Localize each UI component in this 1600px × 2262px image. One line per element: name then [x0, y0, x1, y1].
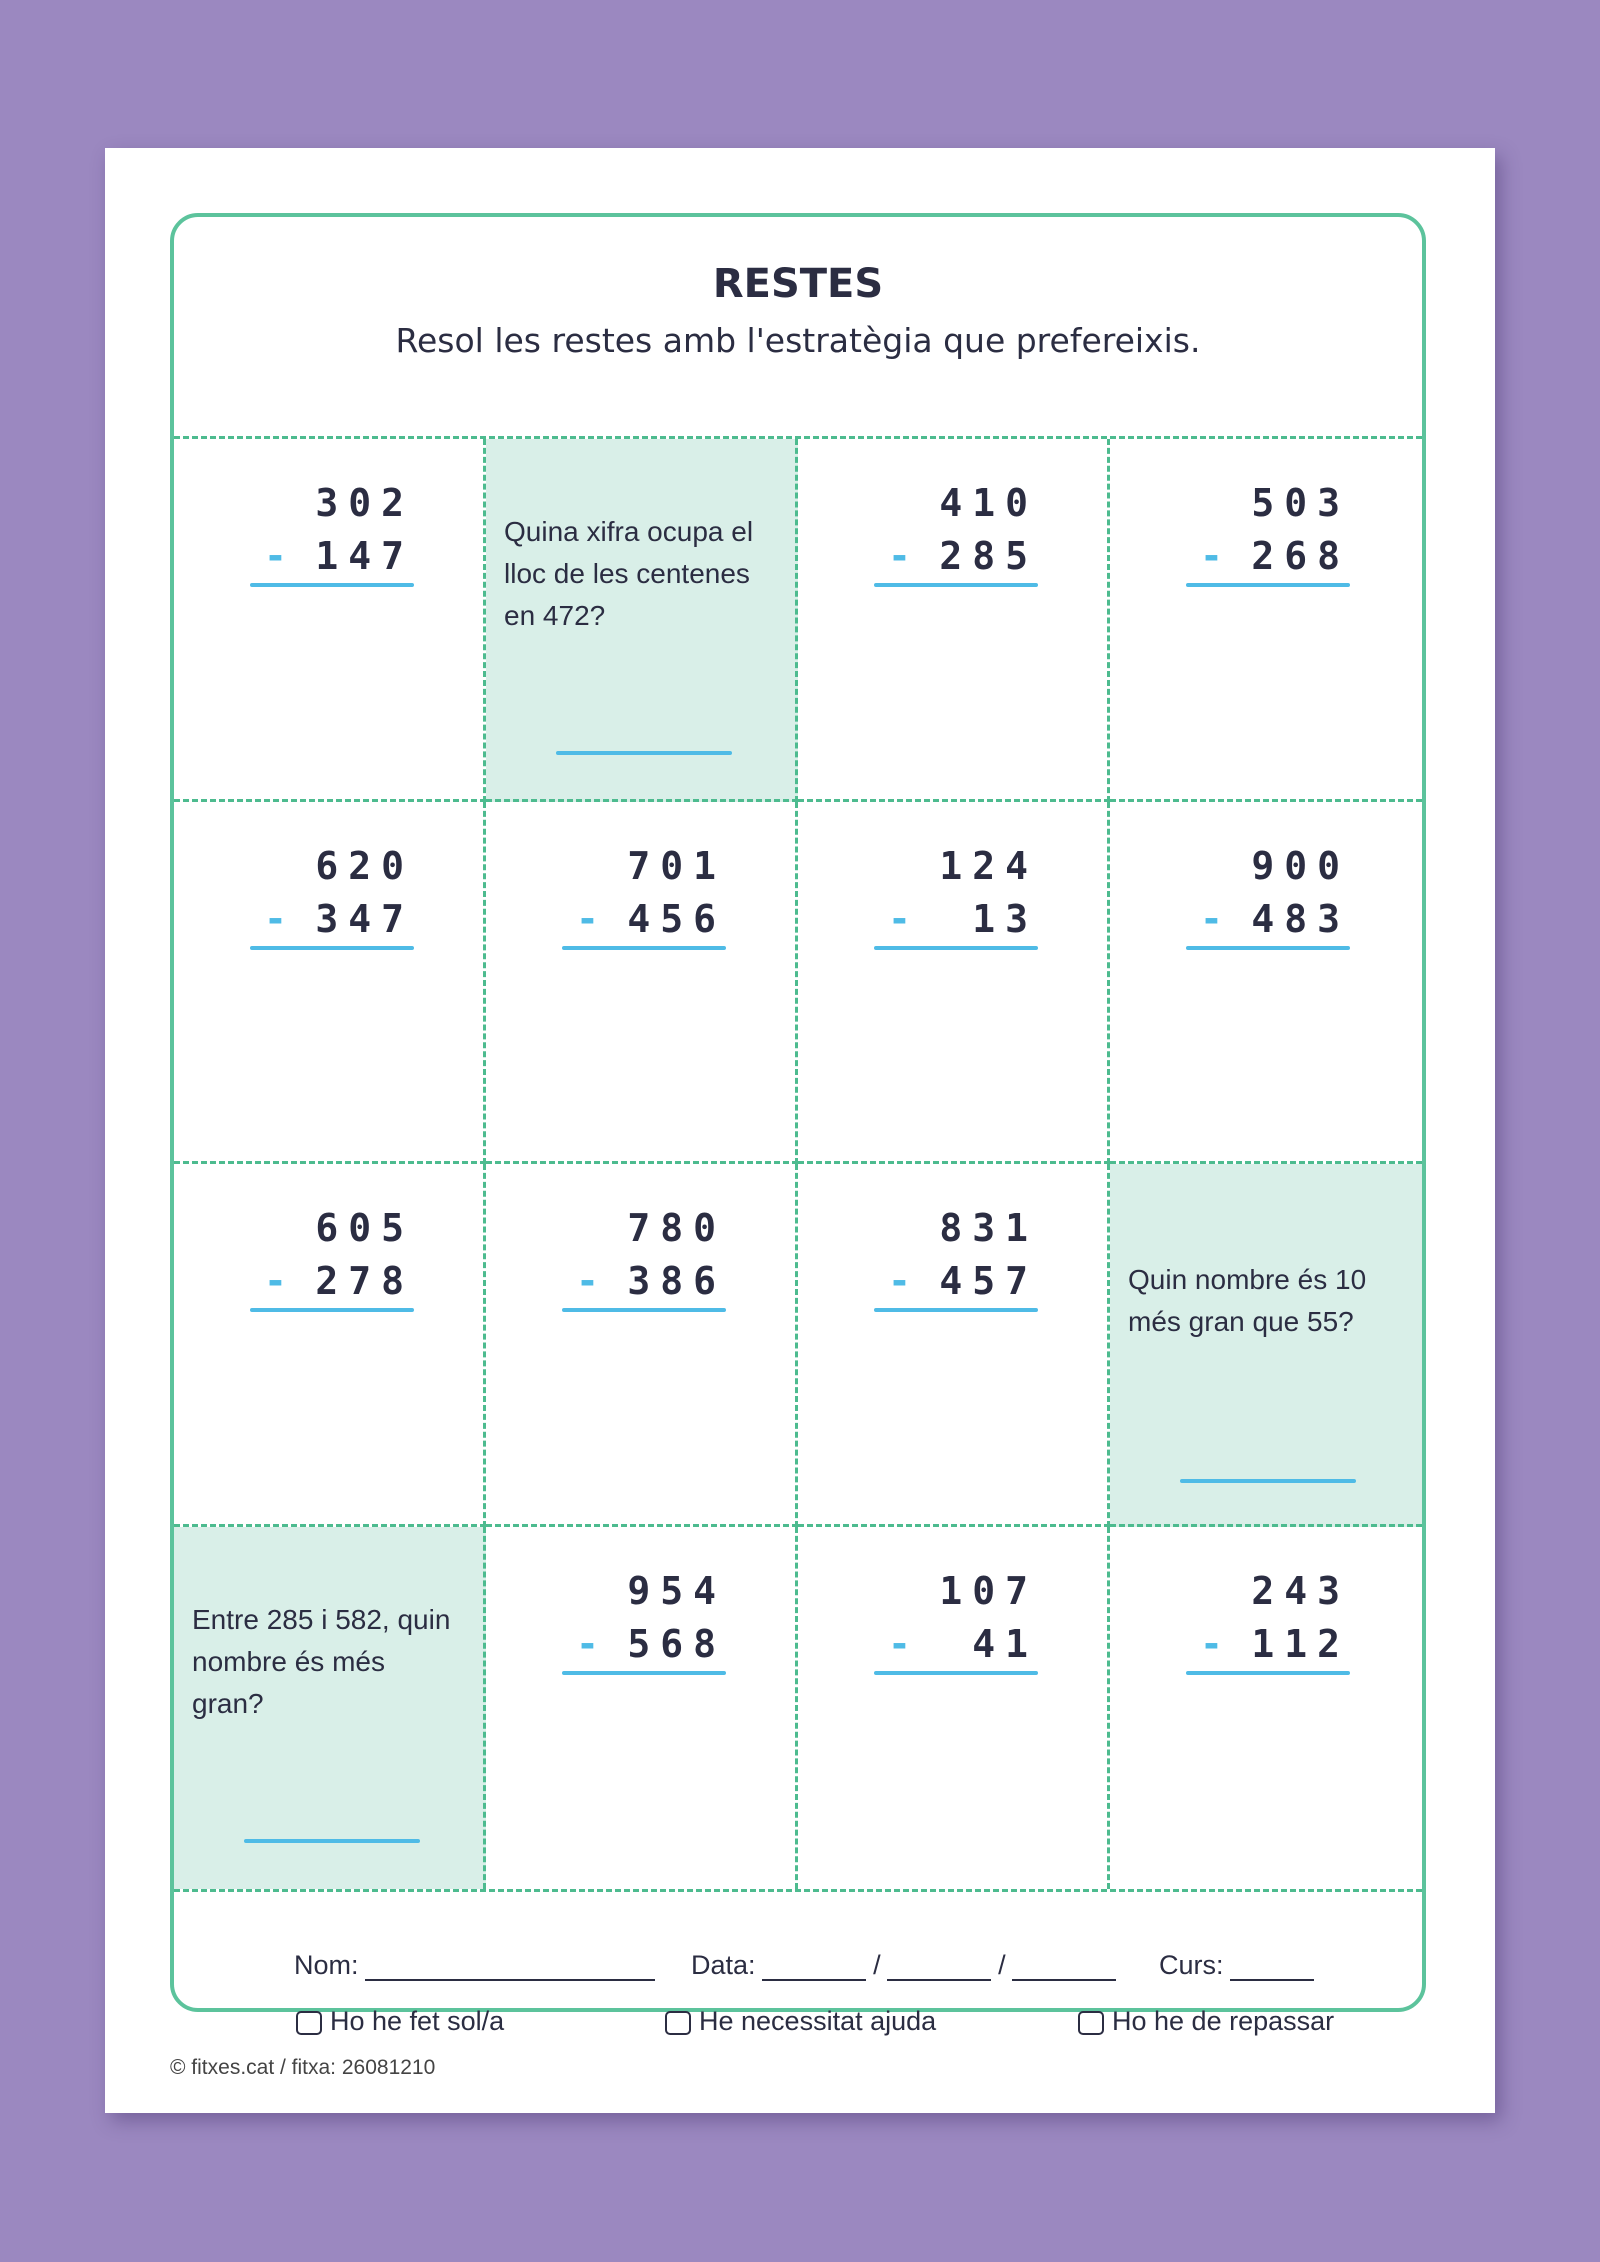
answer-rule[interactable]	[874, 1671, 1038, 1675]
minus-sign: -	[264, 896, 287, 941]
subtraction-problem	[1186, 477, 1350, 583]
subtraction-cell	[486, 802, 798, 1165]
subtraction-problem	[250, 840, 414, 946]
answer-rule[interactable]	[1186, 946, 1350, 950]
minuend: 124	[939, 843, 1038, 888]
minuend: 701	[627, 843, 726, 888]
minuend: 900	[1251, 843, 1350, 888]
subtraction-problem	[250, 1202, 414, 1308]
answer-rule[interactable]	[1186, 1671, 1350, 1675]
worksheet-page	[105, 148, 1495, 2113]
subtrahend-row	[562, 893, 726, 946]
minus-sign: -	[888, 896, 911, 941]
minus-sign: -	[888, 1621, 911, 1666]
subtraction-problem	[1186, 840, 1350, 946]
minuend: 620	[315, 843, 414, 888]
course-blank[interactable]	[1230, 1953, 1314, 1981]
subtraction-cell	[798, 439, 1110, 802]
subtrahend-row	[874, 1255, 1038, 1308]
page-subtitle: Resol les restes amb l'estratègia que prefereixis.	[395, 321, 1201, 360]
minuend: 302	[315, 481, 414, 525]
subtraction-cell	[174, 1164, 486, 1527]
subtrahend-row	[874, 1618, 1038, 1671]
subtrahend-row	[250, 530, 414, 583]
subtrahend-row	[250, 1255, 414, 1308]
question-cell	[486, 439, 798, 802]
checkbox-icon[interactable]	[1078, 2011, 1104, 2035]
subtrahend: 456	[627, 896, 726, 941]
subtrahend: 457	[939, 1259, 1038, 1303]
subtraction-cell	[486, 1164, 798, 1527]
checkbox-icon[interactable]	[665, 2011, 691, 2035]
subtrahend: 347	[315, 896, 414, 941]
subtraction-cell	[1110, 439, 1422, 802]
subtrahend: 268	[1251, 534, 1350, 578]
date-month-blank[interactable]	[887, 1953, 991, 1981]
copyright: © fitxes.cat / fitxa: 26081210	[170, 2056, 436, 2079]
minus-sign: -	[264, 534, 287, 578]
name-blank[interactable]	[365, 1953, 655, 1981]
subtrahend: 13	[972, 896, 1038, 941]
check-help[interactable]	[665, 2006, 936, 2037]
date-separator: /	[998, 1950, 1006, 1980]
check-alone-label: Ho he fet sol/a	[330, 2006, 505, 2036]
subtrahend-row	[562, 1255, 726, 1308]
subtraction-problem	[874, 1565, 1038, 1671]
check-review[interactable]	[1078, 2006, 1334, 2037]
question-cell	[1110, 1164, 1422, 1527]
footer	[174, 1892, 1422, 2036]
minuend: 503	[1251, 481, 1350, 525]
minus-sign: -	[888, 534, 911, 578]
question-text: Quin nombre és 10 més gran que 55?	[1128, 1264, 1367, 1337]
subtrahend: 285	[939, 534, 1038, 578]
course-label: Curs:	[1159, 1950, 1224, 1980]
subtrahend-row	[1186, 1618, 1350, 1671]
subtrahend-row	[1186, 530, 1350, 583]
subtrahend-row	[562, 1618, 726, 1671]
date-label: Data:	[691, 1950, 756, 1980]
name-label: Nom:	[294, 1950, 359, 1980]
answer-rule[interactable]	[562, 1671, 726, 1675]
worksheet-frame	[170, 213, 1426, 2036]
subtrahend: 112	[1251, 1621, 1350, 1666]
subtrahend-row	[1186, 893, 1350, 946]
minuend: 410	[939, 481, 1038, 525]
subtraction-cell	[174, 439, 486, 802]
subtraction-problem	[250, 477, 414, 583]
minus-sign: -	[576, 896, 599, 941]
minus-sign: -	[576, 1259, 599, 1303]
check-help-label: He necessitat ajuda	[699, 2006, 937, 2036]
answer-rule[interactable]	[1186, 583, 1350, 587]
answer-line[interactable]	[1180, 1479, 1356, 1483]
answer-rule[interactable]	[874, 946, 1038, 950]
minus-sign: -	[264, 1259, 287, 1303]
subtraction-cell	[1110, 1527, 1422, 1890]
subtraction-cell	[798, 802, 1110, 1165]
subtraction-problem	[562, 1565, 726, 1671]
date-day-blank[interactable]	[762, 1953, 866, 1981]
subtraction-problem	[874, 477, 1038, 583]
minus-sign: -	[1200, 534, 1223, 578]
subtraction-cell	[174, 802, 486, 1165]
subtraction-problem	[562, 840, 726, 946]
subtraction-cell	[486, 1527, 798, 1890]
subtrahend: 386	[627, 1259, 726, 1303]
subtrahend: 41	[972, 1621, 1038, 1666]
minuend: 831	[939, 1206, 1038, 1250]
minus-sign: -	[576, 1621, 599, 1666]
subtraction-cell	[1110, 802, 1422, 1165]
subtrahend: 568	[627, 1621, 726, 1666]
subtrahend: 483	[1251, 896, 1350, 941]
subtraction-problem	[874, 1202, 1038, 1308]
answer-rule[interactable]	[250, 946, 414, 950]
answer-line[interactable]	[244, 1839, 420, 1843]
subtrahend: 278	[315, 1259, 414, 1303]
subtraction-cell	[798, 1527, 1110, 1890]
answer-line[interactable]	[556, 751, 732, 755]
checkbox-icon[interactable]	[296, 2011, 322, 2035]
answer-rule[interactable]	[250, 583, 414, 587]
minuend: 107	[939, 1568, 1038, 1613]
subtrahend-row	[874, 530, 1038, 583]
answer-rule[interactable]	[562, 1308, 726, 1312]
answer-rule[interactable]	[562, 946, 726, 950]
check-alone[interactable]	[296, 2006, 504, 2037]
subtrahend: 147	[315, 534, 414, 578]
subtraction-problem	[874, 840, 1038, 946]
name-field[interactable]	[294, 1950, 655, 1981]
minus-sign: -	[1200, 896, 1223, 941]
subtraction-problem	[562, 1202, 726, 1308]
page-title: RESTES	[712, 261, 884, 307]
subtraction-problem	[1186, 1565, 1350, 1671]
answer-rule[interactable]	[874, 1308, 1038, 1312]
answer-rule[interactable]	[874, 583, 1038, 587]
question-text: Entre 285 i 582, quin nombre és més gran?	[192, 1603, 451, 1719]
check-review-label: Ho he de repassar	[1112, 2006, 1335, 2036]
exercise-grid	[174, 436, 1422, 1892]
minuend: 605	[315, 1206, 414, 1250]
course-field[interactable]	[1159, 1950, 1314, 1981]
minus-sign: -	[888, 1259, 911, 1303]
answer-rule[interactable]	[250, 1308, 414, 1312]
minuend: 954	[627, 1568, 726, 1613]
minus-sign: -	[1200, 1621, 1223, 1666]
question-text: Quina xifra ocupa el lloc de les centenes en 472?	[504, 516, 754, 631]
date-field[interactable]	[691, 1950, 1116, 1981]
subtrahend-row	[874, 893, 1038, 946]
subtrahend-row	[250, 893, 414, 946]
subtraction-cell	[798, 1164, 1110, 1527]
question-cell	[174, 1527, 486, 1890]
minuend: 243	[1251, 1568, 1350, 1613]
date-year-blank[interactable]	[1012, 1953, 1116, 1981]
minuend: 780	[627, 1206, 726, 1250]
date-separator: /	[873, 1950, 881, 1980]
